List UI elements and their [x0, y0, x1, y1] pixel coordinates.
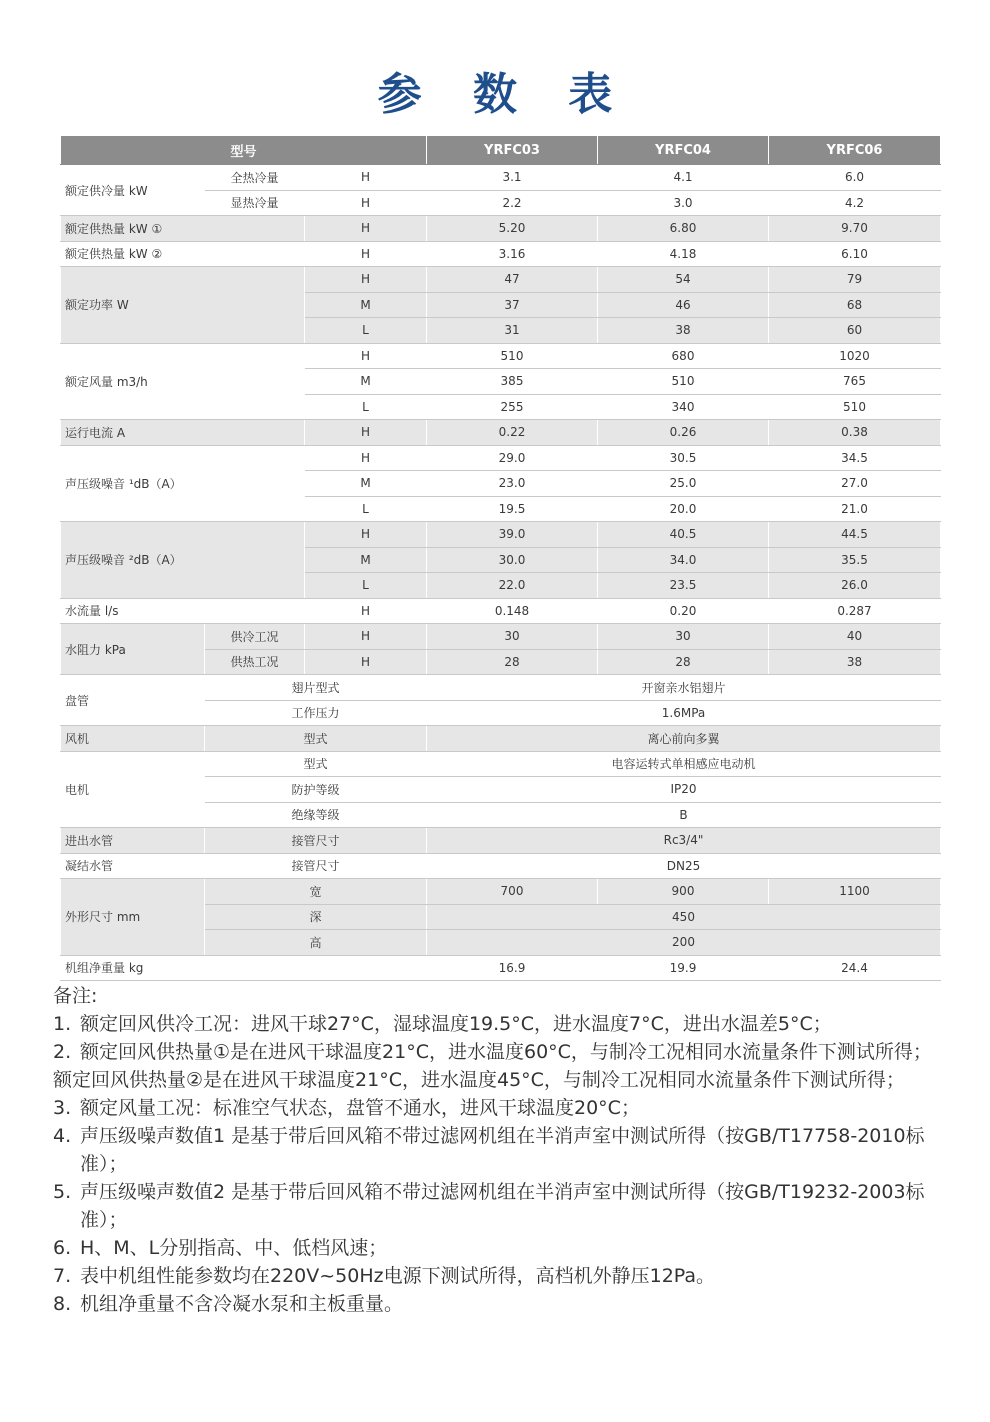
- sub-label: 接管尺寸: [205, 828, 427, 854]
- row-label: 风机: [61, 726, 205, 752]
- sub-label: 接管尺寸: [205, 853, 427, 879]
- value-cell: 21.0: [769, 496, 941, 522]
- row-label: 额定供冷量 kW: [61, 165, 205, 216]
- sub-label: 全热冷量: [205, 165, 305, 191]
- table-row: [61, 828, 941, 854]
- row-label: 进出水管: [61, 828, 205, 854]
- value-cell: 开窗亲水铝翅片: [427, 675, 941, 701]
- mode-cell: H: [305, 522, 427, 548]
- table-row: [61, 343, 941, 369]
- row-label: 额定风量 m3/h: [61, 343, 305, 420]
- value-cell: 385: [427, 369, 598, 395]
- value-cell: 16.9: [427, 955, 598, 981]
- row-label: 盘管: [61, 675, 205, 726]
- value-cell: 200: [427, 930, 941, 956]
- value-cell: 680: [598, 343, 769, 369]
- note-item: [53, 1122, 948, 1178]
- value-cell: 47: [427, 267, 598, 293]
- table-row: [61, 267, 941, 293]
- value-cell: 3.16: [427, 241, 598, 267]
- table-row: [61, 751, 941, 777]
- value-cell: 44.5: [769, 522, 941, 548]
- note-number: 7.: [53, 1265, 72, 1287]
- sub-label: 型式: [205, 751, 427, 777]
- mode-cell: H: [305, 624, 427, 650]
- value-cell: 离心前向多翼: [427, 726, 941, 752]
- value-cell: 23.5: [598, 573, 769, 599]
- value-cell: 30: [598, 624, 769, 650]
- mode-cell: L: [305, 318, 427, 344]
- value-cell: 6.0: [769, 165, 941, 191]
- row-label: 机组净重量 kg: [61, 955, 427, 981]
- table-row: [61, 165, 941, 191]
- sub-label: 供冷工况: [205, 624, 305, 650]
- row-label: 凝结水管: [61, 853, 205, 879]
- row-label: 运行电流 A: [61, 420, 305, 446]
- sub-label: 防护等级: [205, 777, 427, 803]
- table-row: [61, 598, 941, 624]
- table-row: [61, 675, 941, 701]
- mode-cell: M: [305, 547, 427, 573]
- sub-label: 宽: [205, 879, 427, 905]
- value-cell: 30.0: [427, 547, 598, 573]
- table-row: [61, 879, 941, 905]
- mode-cell: L: [305, 573, 427, 599]
- mode-cell: H: [305, 343, 427, 369]
- mode-cell: H: [305, 267, 427, 293]
- mode-cell: M: [305, 369, 427, 395]
- value-cell: 79: [769, 267, 941, 293]
- value-cell: 4.2: [769, 190, 941, 216]
- row-label: 额定功率 W: [61, 267, 305, 344]
- mode-cell: M: [305, 292, 427, 318]
- row-label: 水阻力 kPa: [61, 624, 205, 675]
- value-cell: 5.20: [427, 216, 598, 242]
- header-col: YRFC04: [598, 136, 769, 165]
- value-cell: 6.10: [769, 241, 941, 267]
- header-model: 型号: [61, 136, 427, 165]
- note-item: [53, 1010, 948, 1038]
- value-cell: 765: [769, 369, 941, 395]
- value-cell: 3.0: [598, 190, 769, 216]
- value-cell: 340: [598, 394, 769, 420]
- value-cell: 510: [769, 394, 941, 420]
- value-cell: 1020: [769, 343, 941, 369]
- value-cell: 39.0: [427, 522, 598, 548]
- note-item: [53, 1234, 948, 1262]
- sub-label: 工作压力: [205, 700, 427, 726]
- note-number: 8.: [53, 1293, 72, 1315]
- value-cell: 28: [427, 649, 598, 675]
- mode-cell: H: [305, 216, 427, 242]
- value-cell: IP20: [427, 777, 941, 803]
- value-cell: 0.38: [769, 420, 941, 446]
- mode-cell: L: [305, 496, 427, 522]
- sub-label: 显热冷量: [205, 190, 305, 216]
- value-cell: 54: [598, 267, 769, 293]
- row-label: 额定供热量 kW ①: [61, 216, 305, 242]
- value-cell: 19.5: [427, 496, 598, 522]
- value-cell: 60: [769, 318, 941, 344]
- note-subtext: 额定回风供热量②是在进风干球温度21°C，进水温度45°C，与制冷工况相同水流量条件下测试所得；: [53, 1069, 905, 1091]
- value-cell: 510: [427, 343, 598, 369]
- row-label: 额定供热量 kW ②: [61, 241, 305, 267]
- value-cell: 1.6MPa: [427, 700, 941, 726]
- note-text: 额定回风供热量①是在进风干球温度21°C，进水温度60°C，与制冷工况相同水流量条件下测试所得；: [80, 1041, 932, 1063]
- value-cell: 4.1: [598, 165, 769, 191]
- value-cell: 24.4: [769, 955, 941, 981]
- row-label: 声压级噪音 ²dB（A）: [61, 522, 305, 599]
- value-cell: 0.22: [427, 420, 598, 446]
- value-cell: 19.9: [598, 955, 769, 981]
- table-row: [61, 853, 941, 879]
- value-cell: 38: [598, 318, 769, 344]
- value-cell: 40.5: [598, 522, 769, 548]
- header-col: YRFC06: [769, 136, 941, 165]
- note-text: 额定风量工况：标准空气状态，盘管不通水，进风干球温度20°C；: [80, 1097, 640, 1119]
- value-cell: 电容运转式单相感应电动机: [427, 751, 941, 777]
- value-cell: 450: [427, 904, 941, 930]
- value-cell: 28: [598, 649, 769, 675]
- value-cell: 255: [427, 394, 598, 420]
- note-text: 声压级噪声数值1 是基于带后回风箱不带过滤网机组在半消声室中测试所得（按GB/T17758-2010标准）；: [80, 1125, 925, 1175]
- value-cell: 4.18: [598, 241, 769, 267]
- mode-cell: H: [305, 649, 427, 675]
- note-item: [53, 1290, 948, 1318]
- note-number: 3.: [53, 1097, 72, 1119]
- table-row: [61, 624, 941, 650]
- mode-cell: H: [305, 598, 427, 624]
- value-cell: 30: [427, 624, 598, 650]
- sub-label: 翅片型式: [205, 675, 427, 701]
- table-row: [61, 445, 941, 471]
- mode-cell: H: [305, 190, 427, 216]
- sub-label: 高: [205, 930, 427, 956]
- note-number: 1.: [53, 1013, 72, 1035]
- value-cell: 46: [598, 292, 769, 318]
- value-cell: 9.70: [769, 216, 941, 242]
- table-row: [61, 420, 941, 446]
- value-cell: 22.0: [427, 573, 598, 599]
- table-row: [61, 955, 941, 981]
- value-cell: 6.80: [598, 216, 769, 242]
- value-cell: 3.1: [427, 165, 598, 191]
- value-cell: 0.287: [769, 598, 941, 624]
- mode-cell: H: [305, 445, 427, 471]
- value-cell: 0.148: [427, 598, 598, 624]
- value-cell: 0.20: [598, 598, 769, 624]
- header-col: YRFC03: [427, 136, 598, 165]
- note-text: 表中机组性能参数均在220V~50Hz电源下测试所得，高档机外静压12Pa。: [80, 1265, 716, 1287]
- note-text: 声压级噪声数值2 是基于带后回风箱不带过滤网机组在半消声室中测试所得（按GB/T19232-2003标准）；: [80, 1181, 925, 1231]
- sub-label: 型式: [205, 726, 427, 752]
- value-cell: 25.0: [598, 471, 769, 497]
- table-row: [61, 241, 941, 267]
- value-cell: 30.5: [598, 445, 769, 471]
- table-row: [61, 726, 941, 752]
- sub-label: 供热工况: [205, 649, 305, 675]
- note-number: 5.: [53, 1181, 72, 1203]
- notes-heading: 备注:: [53, 985, 98, 1007]
- value-cell: 35.5: [769, 547, 941, 573]
- mode-cell: H: [305, 241, 427, 267]
- value-cell: 700: [427, 879, 598, 905]
- value-cell: DN25: [427, 853, 941, 879]
- value-cell: 34.5: [769, 445, 941, 471]
- value-cell: 31: [427, 318, 598, 344]
- spec-table: [60, 135, 941, 981]
- value-cell: 34.0: [598, 547, 769, 573]
- value-cell: 68: [769, 292, 941, 318]
- value-cell: 40: [769, 624, 941, 650]
- note-item: [53, 1262, 948, 1290]
- mode-cell: H: [305, 420, 427, 446]
- value-cell: Rc3/4": [427, 828, 941, 854]
- mode-cell: M: [305, 471, 427, 497]
- table-row: [61, 216, 941, 242]
- page-title: 参 数 表: [377, 69, 631, 120]
- value-cell: 27.0: [769, 471, 941, 497]
- sub-label: 深: [205, 904, 427, 930]
- row-label: 水流量 l/s: [61, 598, 305, 624]
- value-cell: 20.0: [598, 496, 769, 522]
- mode-cell: L: [305, 394, 427, 420]
- note-text: H、M、L分别指高、中、低档风速；: [80, 1237, 388, 1259]
- note-item: [53, 1094, 948, 1122]
- table-header-row: [61, 136, 941, 165]
- table-row: [61, 522, 941, 548]
- value-cell: 38: [769, 649, 941, 675]
- value-cell: 510: [598, 369, 769, 395]
- value-cell: 37: [427, 292, 598, 318]
- note-text: 额定回风供冷工况：进风干球27°C，湿球温度19.5°C，进水温度7°C，进出水温差5°C；: [80, 1013, 832, 1035]
- row-label: 外形尺寸 mm: [61, 879, 205, 956]
- value-cell: 2.2: [427, 190, 598, 216]
- row-label: 声压级噪音 ¹dB（A）: [61, 445, 305, 522]
- mode-cell: H: [305, 165, 427, 191]
- value-cell: 23.0: [427, 471, 598, 497]
- value-cell: 26.0: [769, 573, 941, 599]
- note-item: [53, 1178, 948, 1234]
- row-label: 电机: [61, 751, 205, 828]
- value-cell: 1100: [769, 879, 941, 905]
- value-cell: B: [427, 802, 941, 828]
- value-cell: 29.0: [427, 445, 598, 471]
- sub-label: 绝缘等级: [205, 802, 427, 828]
- note-number: 4.: [53, 1125, 72, 1147]
- note-item: [53, 1038, 948, 1066]
- notes-section: [53, 982, 948, 1318]
- value-cell: 900: [598, 879, 769, 905]
- value-cell: 0.26: [598, 420, 769, 446]
- note-text: 机组净重量不含冷凝水泵和主板重量。: [80, 1293, 404, 1315]
- note-number: 2.: [53, 1041, 72, 1063]
- note-number: 6.: [53, 1237, 72, 1259]
